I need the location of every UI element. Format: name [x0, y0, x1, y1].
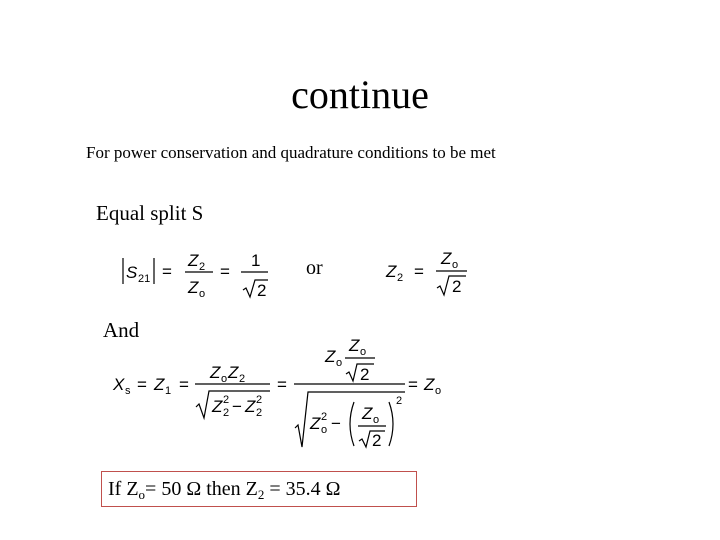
svg-text:Z: Z: [154, 375, 165, 394]
svg-text:Z: Z: [188, 278, 199, 297]
svg-text:Z: Z: [386, 262, 397, 281]
svg-text:2: 2: [239, 373, 246, 385]
result-sub-o: o: [138, 487, 146, 502]
svg-text:2: 2: [199, 261, 206, 273]
svg-text:S: S: [126, 263, 138, 282]
svg-text:Z: Z: [188, 251, 199, 270]
svg-text:Z: Z: [310, 414, 321, 433]
svg-text:2: 2: [223, 407, 230, 419]
svg-text:Z: Z: [349, 336, 360, 355]
svg-text:2: 2: [257, 281, 267, 300]
svg-text:Z: Z: [245, 397, 256, 416]
svg-text:=: =: [414, 262, 424, 281]
svg-text:s: s: [125, 385, 131, 397]
svg-text:2: 2: [360, 365, 370, 384]
svg-text:2: 2: [372, 431, 382, 450]
result-prefix: If Z: [108, 478, 139, 500]
svg-text:o: o: [199, 288, 206, 300]
svg-text:−: −: [331, 414, 341, 433]
svg-text:2: 2: [223, 394, 230, 406]
svg-text:X: X: [113, 375, 125, 394]
svg-text:Z: Z: [212, 397, 223, 416]
svg-text:2: 2: [256, 394, 263, 406]
result-middle: = 50 Ω then Z: [145, 478, 258, 500]
xs-equation: [112, 336, 441, 450]
svg-text:2: 2: [321, 411, 328, 423]
slide-subtitle: For power conservation and quadrature conditions to be met: [86, 143, 496, 162]
svg-text:1: 1: [251, 251, 261, 270]
svg-text:2: 2: [396, 395, 403, 407]
result-text: [108, 478, 341, 503]
result-sub-2: 2: [257, 487, 265, 502]
svg-text:2: 2: [397, 272, 404, 284]
svg-text:Z: Z: [325, 347, 336, 366]
svg-text:o: o: [321, 424, 328, 436]
svg-text:=: =: [179, 375, 189, 394]
or-label: or: [306, 257, 323, 279]
slide-title: continue: [291, 72, 429, 117]
svg-text:Z: Z: [210, 363, 221, 382]
svg-text:Z: Z: [228, 363, 239, 382]
svg-text:−: −: [232, 397, 242, 416]
svg-text:1: 1: [165, 385, 172, 397]
z2-equation: [385, 249, 467, 296]
svg-text:o: o: [435, 385, 442, 397]
svg-text:=: =: [162, 262, 172, 281]
svg-text:o: o: [360, 346, 367, 358]
svg-text:=: =: [277, 375, 287, 394]
svg-text:o: o: [336, 357, 343, 369]
svg-text:=: =: [408, 375, 418, 394]
equal-split-label: Equal split S: [96, 201, 204, 225]
svg-text:o: o: [221, 373, 228, 385]
and-label: And: [103, 318, 140, 342]
svg-text:Z: Z: [441, 249, 452, 268]
svg-text:21: 21: [138, 273, 151, 285]
svg-text:=: =: [220, 262, 230, 281]
svg-text:2: 2: [256, 407, 263, 419]
svg-text:Z: Z: [362, 404, 373, 423]
s21-equation: [123, 251, 268, 300]
result-suffix: = 35.4 Ω: [264, 478, 341, 500]
svg-text:o: o: [452, 259, 459, 271]
svg-text:o: o: [373, 414, 380, 426]
svg-text:Z: Z: [424, 375, 435, 394]
svg-text:2: 2: [452, 277, 462, 296]
svg-text:=: =: [137, 375, 147, 394]
